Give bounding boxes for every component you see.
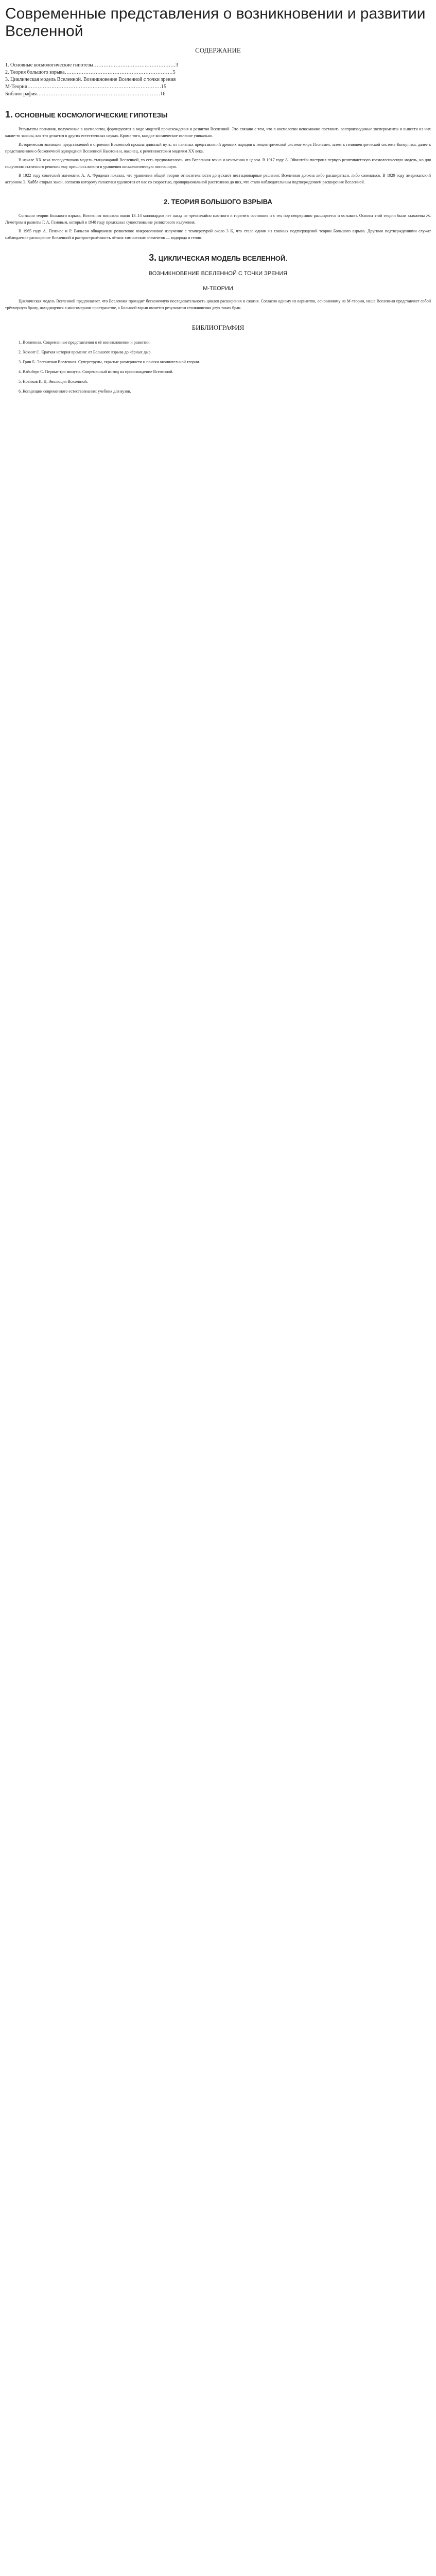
paragraph: Историческая эволюция представлений о строении Вселенной прошла длинный путь: от наивных представлений древних народов к геоцентрической системе мира Птолемея, затем к гелиоцентрической системе Коперника, далее к представлениям о бесконечной однородной Вселенной Ньютона и, наконец, к релятивистским моделям XX века. [5, 142, 431, 154]
toc-line: 1. Основные космологические гипотезы…………………………………………3 [5, 62, 178, 68]
paragraph: В начале XX века господствовала модель стационарной Вселенной, то есть предполагалось, что Вселенная вечна и неизменна в целом. В 1917 году А. Эйнштейн построил первую релятивистскую космологическую модель, но для получения статичного решения ему пришлось ввести в уравнения космологическую постоянную. [5, 158, 431, 169]
section3-subtitle: ВОЗНИКНОВЕНИЕ ВСЕЛЕННОЙ С ТОЧКИ ЗРЕНИЯ [148, 270, 288, 277]
toc-line: М-Теории……………………………………………………………………15 [5, 84, 167, 90]
document-body [5, 46, 431, 398]
paragraph: В 1965 году А. Пензиас и Р. Вильсон обнаружили реликтовое микроволновое излучение с температурой около 3 К, что стало одним из главных подтверждений теории Большого взрыва. Другими подтверждениями служат наблюдаемое расширение Вселенной и распространённость лёгких химических элементов — водорода и гелия. [5, 229, 431, 240]
bibliography-item: 3. Грин Б. Элегантная Вселенная. Суперструны, скрытые размерности и поиски окончательной теории. [19, 360, 200, 364]
page-title: Современные представления о возникновении и развитии Вселенной [5, 5, 426, 40]
toc-line: Библиография………………………………………………………………16 [5, 91, 166, 97]
paragraph: Циклическая модель Вселенной предполагает, что Вселенная проходит бесконечную последовательность циклов расширения и сжатия. Согласно одному из вариантов, основанному на М-теории, наша Вселенная представляет собой трёхмерную брану, находящуюся в многомерном пространстве, а Большой взрыв является результатом столкновения двух таких бран. [5, 299, 431, 310]
bibliography-heading: БИБЛИОГРАФИЯ [191, 324, 245, 331]
bibliography-item: 6. Концепции современного естествознания: учебник для вузов. [19, 389, 131, 394]
contents-heading: СОДЕРЖАНИЕ [195, 46, 241, 54]
bibliography-item: 5. Новиков И. Д. Эволюция Вселенной. [19, 379, 88, 384]
section3-heading: 3. ЦИКЛИЧЕСКАЯ МОДЕЛЬ ВСЕЛЕННОЙ. [149, 252, 287, 263]
paragraph: В 1922 году советский математик А. А. Фридман показал, что уравнения общей теории относительности допускают нестационарные решения: Вселенная должна либо расширяться, либо сжиматься. В 1929 году американский астроном Э. Хаббл открыл закон, согласно которому галактики удаляются от нас со скоростью, пропорциональной расстоянию до них, что стало наблюдательным подтверждением расширения Вселенной. [5, 173, 431, 184]
section2-heading: 2. ТЕОРИЯ БОЛЬШОГО ВЗРЫВА [164, 198, 272, 206]
toc-line: 2. Теория большого взрыва………………………………………………………5 [5, 70, 176, 75]
m-theory-heading: М-ТЕОРИИ [203, 285, 233, 292]
paragraph: Согласно теории Большого взрыва, Вселенная возникла около 13–14 миллиардов лет назад из чрезвычайно плотного и горячего состояния и с тех пор непрерывно расширяется и остывает. Основы этой теории были заложены Ж. Леметром и развиты Г. А. Гамовым, который в 1948 году предсказал существование реликтового излучения. [5, 213, 431, 225]
bibliography-item: 1. Вселенная. Современные представления о её возникновении и развитии. [19, 340, 151, 345]
section1-heading: 1. ОСНОВНЫЕ КОСМОЛОГИЧЕСКИЕ ГИПОТЕЗЫ [5, 109, 168, 120]
paragraph: Результаты познания, полученные в космологии, формируются в виде моделей происхождения и развития Вселенной. Это связано с тем, что в космологии невозможно поставить воспроизводимые эксперименты и вывести из них какие-то законы, как это делается в других естественных науках. Кроме того, каждое космическое явление уникально. [5, 127, 431, 138]
table-of-contents [5, 62, 431, 98]
bibliography-item: 4. Вайнберг С. Первые три минуты. Современный взгляд на происхождение Вселенной. [19, 369, 173, 374]
bibliography-item: 2. Хокинг С. Краткая история времени: от Большого взрыва до чёрных дыр. [19, 350, 152, 354]
toc-line: 3. Циклическая модель Вселенной. Возникновение Вселенной с точки зрения [5, 77, 176, 82]
